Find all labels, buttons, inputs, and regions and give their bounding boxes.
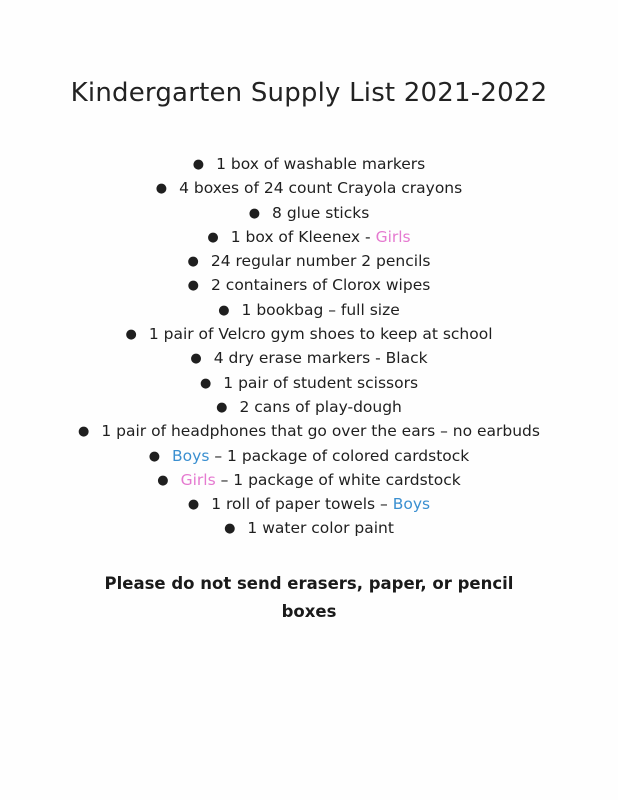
item-text: 2 containers of Clorox wipes bbox=[211, 276, 431, 295]
item-text: – 1 package of white cardstock bbox=[215, 470, 461, 489]
item-text: 1 bookbag – full size bbox=[241, 300, 400, 319]
item-text: 4 dry erase markers - Black bbox=[213, 349, 428, 368]
item-tag: Boys bbox=[172, 446, 210, 465]
list-item bbox=[0, 273, 618, 297]
bullet-icon: ● bbox=[190, 351, 202, 367]
list-item bbox=[0, 346, 618, 370]
list-item bbox=[0, 444, 618, 468]
list-item bbox=[0, 492, 618, 516]
note bbox=[0, 570, 618, 626]
list-item bbox=[0, 419, 618, 443]
item-text: 1 pair of student scissors bbox=[223, 373, 419, 392]
bullet-icon: ● bbox=[187, 497, 200, 513]
item-tag: Girls bbox=[180, 470, 216, 489]
bullet-icon: ● bbox=[224, 521, 236, 537]
bullet-icon: ● bbox=[207, 229, 219, 245]
bullet-icon: ● bbox=[187, 254, 199, 270]
item-text: 1 pair of Velcro gym shoes to keep at school bbox=[148, 325, 493, 344]
page-title: Kindergarten Supply List 2021-2022 bbox=[70, 78, 548, 108]
list-item bbox=[0, 201, 618, 225]
list-item bbox=[0, 298, 618, 322]
bullet-icon: ● bbox=[78, 424, 90, 440]
list-item bbox=[0, 468, 618, 492]
item-text: 1 box of Kleenex - bbox=[230, 227, 376, 246]
note-line-1: Please do not send erasers, paper, or pencil bbox=[104, 574, 514, 593]
bullet-icon: ● bbox=[187, 278, 200, 294]
item-tag: Girls bbox=[375, 227, 411, 246]
bullet-icon: ● bbox=[216, 399, 228, 415]
list-item bbox=[0, 395, 618, 419]
bullet-icon: ● bbox=[248, 205, 261, 221]
item-text: 1 water color paint bbox=[247, 519, 394, 538]
item-text: – 1 package of colored cardstock bbox=[209, 446, 470, 465]
bullet-icon: ● bbox=[199, 375, 212, 391]
list-item bbox=[0, 322, 618, 346]
item-text: 1 roll of paper towels – bbox=[211, 495, 393, 514]
item-text: 2 cans of play-dough bbox=[239, 397, 402, 416]
bullet-icon: ● bbox=[125, 327, 137, 343]
list-item bbox=[0, 516, 618, 540]
item-text: 24 regular number 2 pencils bbox=[210, 252, 431, 271]
bullet-icon: ● bbox=[155, 181, 168, 197]
list-item bbox=[0, 225, 618, 249]
note-line-2: boxes bbox=[281, 602, 337, 621]
item-text: 1 box of washable markers bbox=[216, 155, 426, 173]
item-tag: Boys bbox=[392, 495, 431, 514]
list-item bbox=[0, 249, 618, 273]
supply-list bbox=[0, 152, 618, 541]
bullet-icon: ● bbox=[218, 302, 230, 318]
item-text: 8 glue sticks bbox=[272, 203, 370, 222]
item-text: 4 boxes of 24 count Crayola crayons bbox=[179, 179, 463, 198]
list-item bbox=[0, 152, 618, 176]
list-item bbox=[0, 371, 618, 395]
item-text: 1 pair of headphones that go over the ears – no earbuds bbox=[101, 422, 540, 441]
bullet-icon: ● bbox=[157, 472, 169, 488]
bullet-icon: ● bbox=[148, 448, 161, 464]
bullet-icon: ● bbox=[192, 157, 205, 172]
list-item bbox=[0, 176, 618, 200]
